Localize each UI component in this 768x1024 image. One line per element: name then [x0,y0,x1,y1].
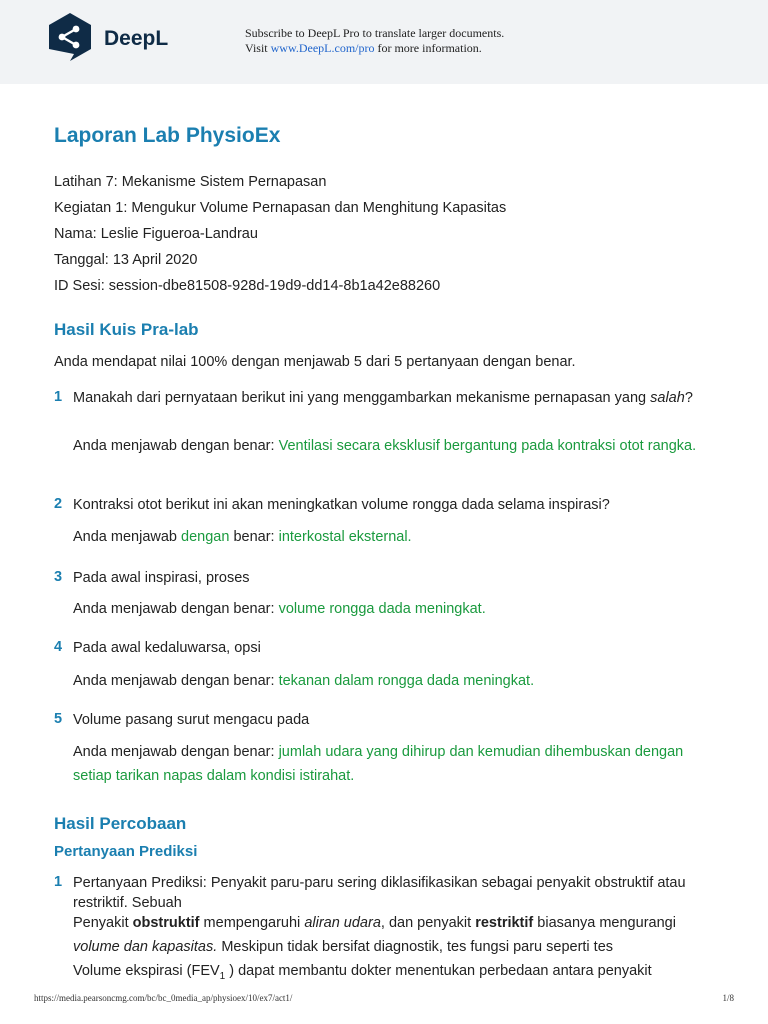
brand-name: DeepL [104,27,169,50]
answer-text: Anda menjawab dengan benar: Ventilasi secara eksklusif bergantung pada kontraksi otot rangka. [73,438,697,454]
prediction-subheading: Pertanyaan Prediksi [54,843,198,860]
prediction-question: Pertanyaan Prediksi: Penyakit paru-paru sering diklasifikasikan sebagai penyakit obstruktif atau restriktif. Sebuah [73,875,686,911]
exercise-line: Latihan 7: Mekanisme Sistem Pernapasan [54,174,327,190]
correct-answer: interkostal eksternal. [278,529,412,545]
promo-text: Subscribe to DeepL Pro to translate larger documents. Visit www.DeepL.com/pro for more information. [245,26,505,55]
results-heading: Hasil Percobaan [54,814,187,833]
answer-text: Anda menjawab dengan benar: interkostal eksternal. [73,529,412,545]
quiz-summary: Anda mendapat nilai 100% dengan menjawab 5 dari 5 pertanyaan dengan benar. [54,354,576,370]
answer-text: Anda menjawab dengan benar: jumlah udara yang dihirup dan kemudian dihembuskan dengan setiap tarikan napas dalam kondisi istirahat. [73,744,684,784]
document-title: Laporan Lab PhysioEx [54,124,281,147]
correct-answer: tekanan dalam rongga dada meningkat. [278,673,535,689]
answer-text: Anda menjawab dengan benar: volume rongga dada meningkat. [73,601,486,617]
question-text: Pada awal kedaluwarsa, opsi [73,640,261,656]
answer-text: Anda menjawab dengan benar: tekanan dalam rongga dada meningkat. [73,673,535,689]
question-number: 3 [54,569,63,585]
item-number: 1 [54,874,63,890]
prediction-line: Volume ekspirasi ($FEV_1$ ) dapat membantu dokter menentukan perbedaan antara penyakit [73,963,652,982]
deepl-pro-link[interactable]: www.DeepL.com/pro [270,41,375,55]
quiz-heading: Hasil Kuis Pra-lab [54,320,199,339]
question-text: Manakah dari pernyataan berikut ini yang menggambarkan mekanisme pernapasan yang salah? [73,390,693,406]
question-text: Kontraksi otot berikut ini akan meningkatkan volume rongga dada selama inspirasi? [73,497,610,513]
date-line: Tanggal: 13 April 2020 [54,252,198,268]
question-number: 5 [54,711,63,727]
correct-answer: jumlah udara yang dihirup dan kemudian dihembuskan dengan setiap tarikan napas dalam kondisi istirahat. [73,744,684,784]
page-number: 1/8 [722,993,734,1003]
question-text: Pada awal inspirasi, proses [73,570,250,586]
prediction-line: Penyakit obstruktif mempengaruhi aliran udara, dan penyakit restriktif biasanya mengurangi [73,915,676,931]
deepl-banner [0,0,768,84]
prediction-line: volume dan kapasitas. Meskipun tidak bersifat diagnostik, tes fungsi paru seperti tes [73,939,614,955]
deepl-logo-icon [46,12,94,62]
name-line: Nama: Leslie Figueroa-Landrau [54,226,258,242]
correct-answer: volume rongga dada meningkat. [278,601,486,617]
session-id-line: ID Sesi: session-dbe81508-928d-19d9-dd14-8b1a42e88260 [54,278,441,294]
question-text: Volume pasang surut mengacu pada [73,712,310,728]
activity-line: Kegiatan 1: Mengukur Volume Pernapasan dan Menghitung Kapasitas [54,200,507,216]
correct-answer: Ventilasi secara eksklusif bergantung pada kontraksi otot rangka. [278,438,697,454]
question-number: 4 [54,639,63,655]
question-number: 1 [54,389,63,405]
footer-url: https://media.pearsoncmg.com/bc/bc_0media_ap/physioex/10/ex7/act1/ [34,993,293,1003]
question-number: 2 [54,496,63,512]
